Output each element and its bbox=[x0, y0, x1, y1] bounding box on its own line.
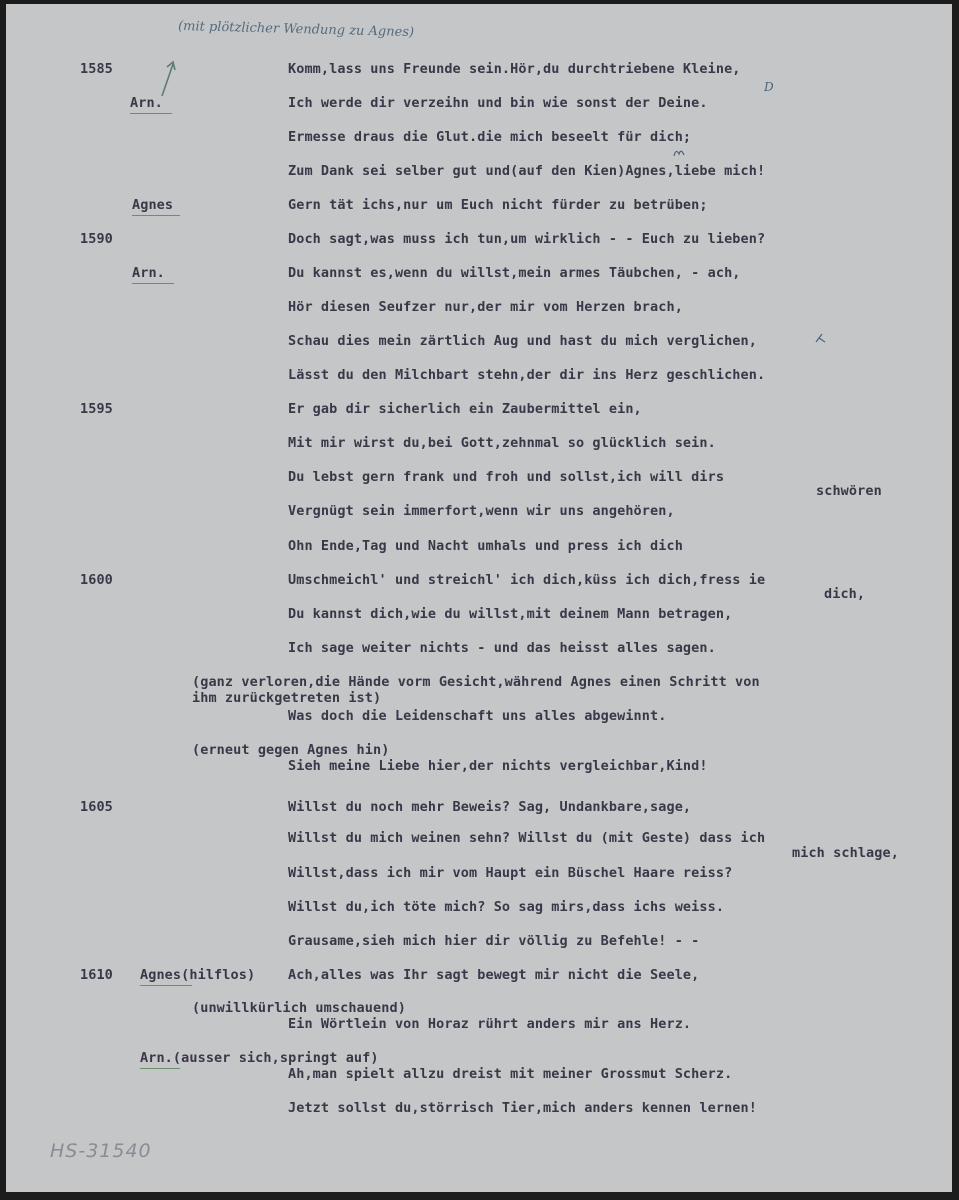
verse-line: Willst,dass ich mir vom Haupt ein Büschel Haare reiss? bbox=[288, 865, 733, 881]
verse-line: Komm,lass uns Freunde sein.Hör,du durchtriebene Kleine, bbox=[288, 61, 741, 77]
speaker-underline bbox=[140, 985, 192, 986]
line-number-1610: 1610 bbox=[80, 967, 113, 983]
verse-line: Jetzt sollst du,störrisch Tier,mich anders kennen lernen! bbox=[288, 1100, 757, 1116]
handwritten-correction-icon bbox=[672, 146, 686, 158]
stage-direction: (ganz verloren,die Hände vorm Gesicht,während Agnes einen Schritt von bbox=[192, 674, 760, 690]
verse-line-overflow: schwören bbox=[816, 483, 882, 499]
verse-line: Ein Wörtlein von Horaz rührt anders mir ans Herz. bbox=[288, 1016, 692, 1032]
verse-line: Zum Dank sei selber gut und(auf den Kien)Agnes,liebe mich! bbox=[288, 163, 766, 179]
speaker-underline bbox=[132, 283, 174, 284]
verse-line: Schau dies mein zärtlich Aug und hast du mich verglichen, bbox=[288, 333, 757, 349]
verse-line: Ach,alles was Ihr sagt bewegt mir nicht die Seele, bbox=[288, 967, 700, 983]
stage-direction: ihm zurückgetreten ist) bbox=[192, 690, 382, 706]
verse-line: Grausame,sieh mich hier dir völlig zu Befehle! - - bbox=[288, 933, 700, 949]
handwritten-arrow-icon bbox=[158, 56, 182, 98]
line-number-1585: 1585 bbox=[80, 61, 113, 77]
verse-line: Du lebst gern frank und froh und sollst,ich will dirs bbox=[288, 469, 725, 485]
typescript-page bbox=[6, 4, 952, 1192]
line-number-1590: 1590 bbox=[80, 231, 113, 247]
line-number-1600: 1600 bbox=[80, 572, 113, 588]
verse-line: Umschmeichl' und streichl' ich dich,küss ich dich,fress ie bbox=[288, 572, 766, 588]
handwritten-correction-mark: D bbox=[764, 80, 774, 94]
verse-line: Mit mir wirst du,bei Gott,zehnmal so glücklich sein. bbox=[288, 435, 716, 451]
verse-line: Ich werde dir verzeihn und bin wie sonst der Deine. bbox=[288, 95, 708, 111]
speaker-arn: Arn. bbox=[132, 265, 165, 281]
verse-line: Was doch die Leidenschaft uns alles abgewinnt. bbox=[288, 708, 667, 724]
speaker-arn-ausser-sich: Arn.(ausser sich,springt auf) bbox=[140, 1050, 379, 1066]
stage-direction: (erneut gegen Agnes hin) bbox=[192, 742, 390, 758]
verse-line: Ermesse draus die Glut.die mich beseelt für dich; bbox=[288, 129, 692, 145]
verse-line: Doch sagt,was muss ich tun,um wirklich - - Euch zu lieben? bbox=[288, 231, 766, 247]
verse-line: Willst du noch mehr Beweis? Sag, Undankbare,sage, bbox=[288, 799, 692, 815]
speaker-underline bbox=[130, 113, 172, 114]
verse-line: Willst du,ich töte mich? So sag mirs,dass ichs weiss. bbox=[288, 899, 725, 915]
verse-line: Vergnügt sein immerfort,wenn wir uns angehören, bbox=[288, 503, 675, 519]
verse-line: Ohn Ende,Tag und Nacht umhals und press ich dich bbox=[288, 538, 683, 554]
verse-line: Willst du mich weinen sehn? Willst du (mit Geste) dass ich bbox=[288, 830, 766, 846]
verse-line: Ich sage weiter nichts - und das heisst alles sagen. bbox=[288, 640, 716, 656]
handwritten-stage-note: (mit plötzlicher Wendung zu Agnes) bbox=[177, 18, 415, 41]
verse-line: Gern tät ichs,nur um Euch nicht fürder zu betrüben; bbox=[288, 197, 708, 213]
speaker-agnes: Agnes bbox=[132, 197, 174, 213]
verse-line: Hör diesen Seufzer nur,der mir vom Herzen brach, bbox=[288, 299, 683, 315]
speaker-agnes-hilflos: Agnes(hilflos) bbox=[140, 967, 256, 983]
line-number-1595: 1595 bbox=[80, 401, 113, 417]
handwritten-correction-icon bbox=[814, 332, 828, 344]
verse-line: Du kannst es,wenn du willst,mein armes Täubchen, - ach, bbox=[288, 265, 741, 281]
verse-line: Du kannst dich,wie du willst,mit deinem Mann betragen, bbox=[288, 606, 733, 622]
verse-line: Sieh meine Liebe hier,der nichts vergleichbar,Kind! bbox=[288, 758, 708, 774]
verse-line: Ah,man spielt allzu dreist mit meiner Grossmut Scherz. bbox=[288, 1066, 733, 1082]
line-number-1605: 1605 bbox=[80, 799, 113, 815]
verse-line-overflow: dich, bbox=[824, 586, 866, 602]
verse-line: Lässt du den Milchbart stehn,der dir ins Herz geschlichen. bbox=[288, 367, 766, 383]
stage-direction: (unwillkürlich umschauend) bbox=[192, 1000, 406, 1016]
speaker-underline bbox=[132, 215, 180, 216]
verse-line: Er gab dir sicherlich ein Zaubermittel ein, bbox=[288, 401, 642, 417]
speaker-underline bbox=[140, 1068, 180, 1069]
verse-line-overflow: mich schlage, bbox=[792, 845, 899, 861]
archive-signature: HS-31540 bbox=[50, 1140, 152, 1162]
speaker-arn: Arn. bbox=[130, 95, 163, 111]
